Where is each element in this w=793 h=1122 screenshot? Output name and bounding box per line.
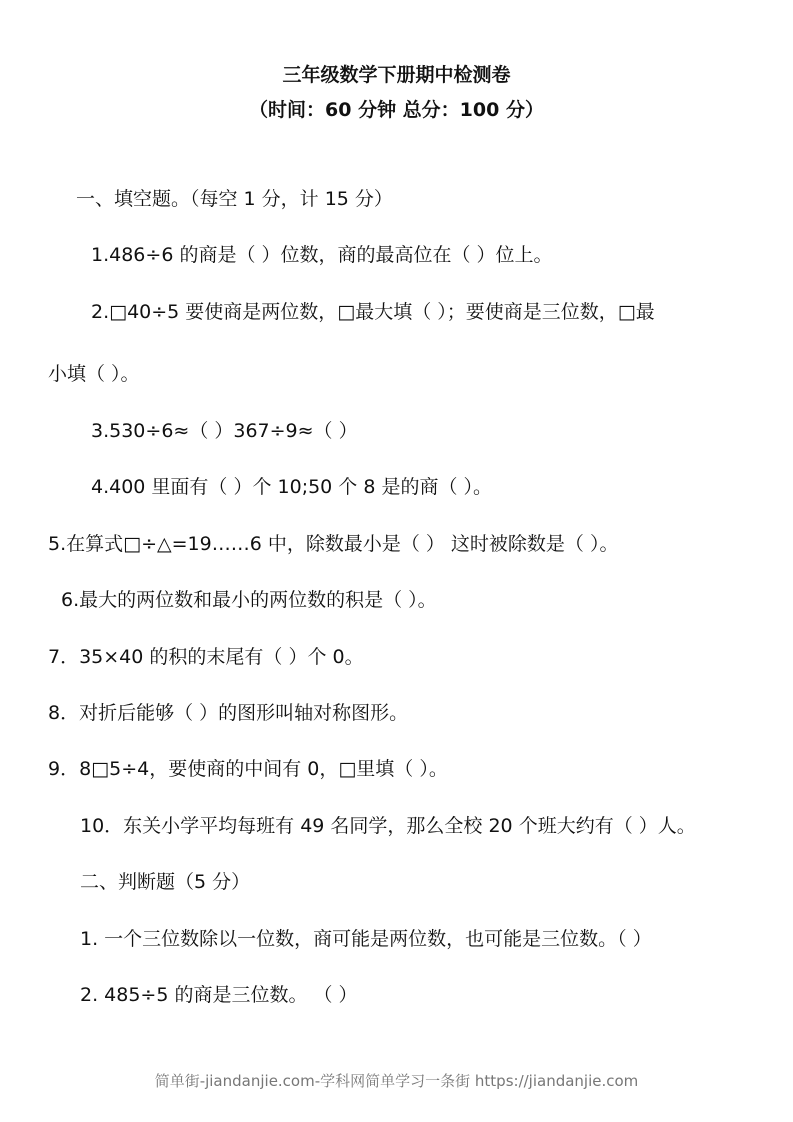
page-footer: 简单街-jiandanjie.com-学科网简单学习一条街 https://jiandanjie.com [154,1072,639,1090]
question-10: 10．东关小学平均每班有 49 名同学，那么全校 20 个班大约有（ ）人。 [80,815,696,837]
judgement-1: 1. 一个三位数除以一位数，商可能是两位数，也可能是三位数。（ ） [80,928,652,950]
question-2: 2.□40÷5 要使商是两位数，□最大填（ ）；要使商是三位数，□最 [91,301,655,323]
question-6: 6.最大的两位数和最小的两位数的积是（ ）。 [61,589,437,611]
question-3: 3.530÷6≈（ ）367÷9≈（ ） [91,420,358,442]
document-title: 三年级数学下册期中检测卷 [282,64,511,86]
judgement-2: 2. 485÷5 的商是三位数。 （ ） [80,984,358,1006]
question-5: 5.在算式□÷△=19……6 中，除数最小是（ ） 这时被除数是（ ）。 [48,533,619,555]
question-9: 9．8□5÷4，要使商的中间有 0，□里填（ ）。 [48,758,448,780]
document-subtitle: （时间：60 分钟 总分：100 分） [249,99,544,121]
question-2-continued: 小填（ ）。 [48,363,140,385]
question-7: 7．35×40 的积的末尾有（ ）个 0。 [48,646,364,668]
section1-heading: 一、填空题。（每空 1 分，计 15 分） [76,188,393,210]
question-4: 4.400 里面有（ ）个 10;50 个 8 是的商（ ）。 [91,476,493,498]
section2-heading: 二、判断题（5 分） [80,871,251,893]
question-8: 8．对折后能够（ ）的图形叫轴对称图形。 [48,702,409,724]
question-1: 1.486÷6 的商是（ ）位数，商的最高位在（ ）位上。 [91,244,553,266]
